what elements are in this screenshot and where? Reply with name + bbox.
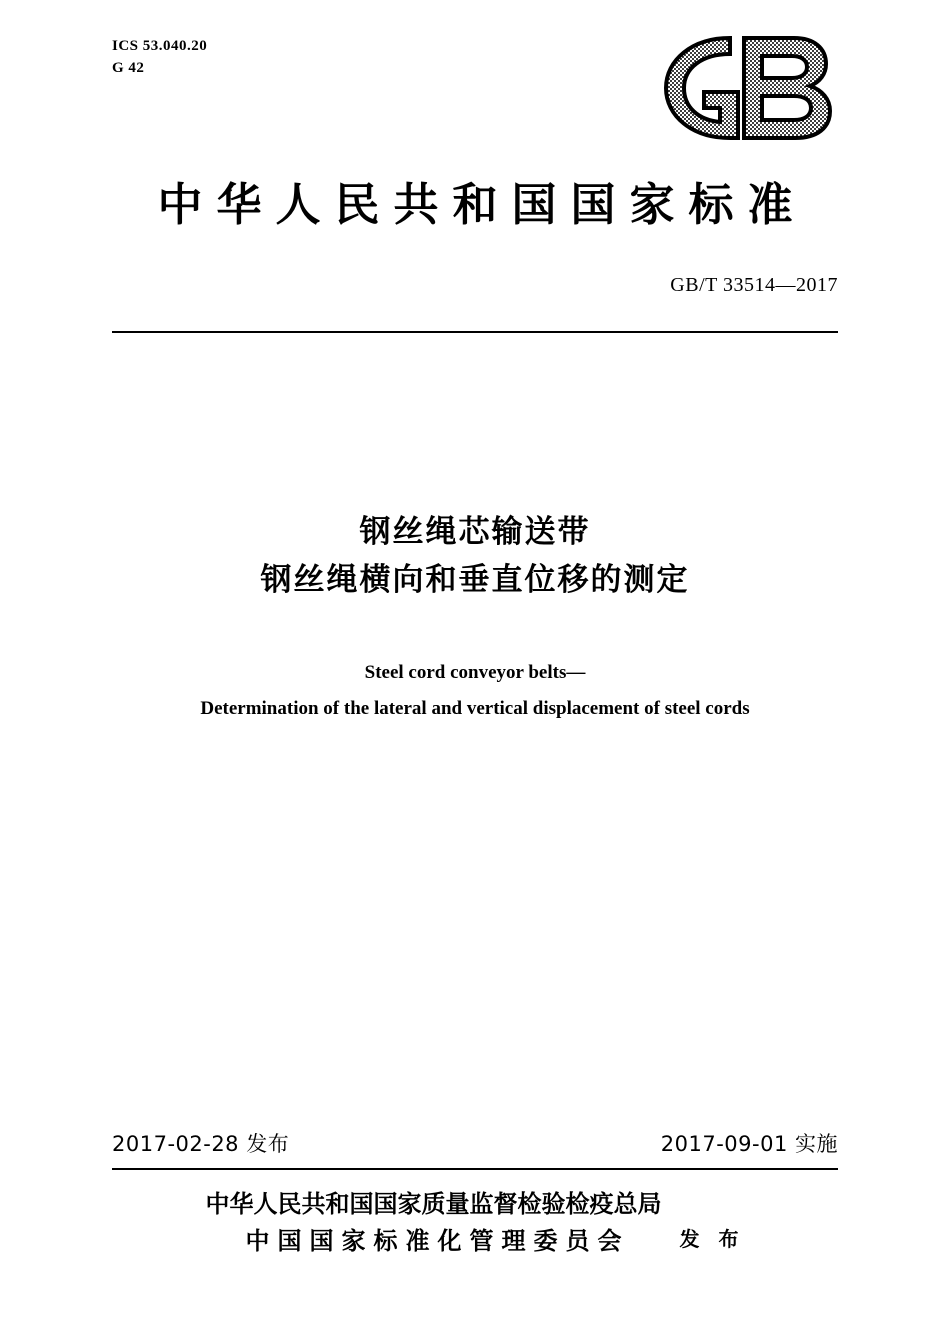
- footer-divider: [112, 1168, 838, 1170]
- publisher-line-1: 中华人民共和国国家质量监督检验检疫总局: [205, 1190, 662, 1218]
- gb-logo-icon: [652, 30, 842, 145]
- title-english-line-1: Steel cord conveyor belts—: [364, 662, 586, 683]
- national-standard-title: 中华人民共和国国家标准: [157, 178, 807, 231]
- ics-code: ICS 53.040.20: [112, 38, 208, 54]
- title-chinese-line-2: 钢丝绳横向和垂直位移的测定: [260, 562, 690, 599]
- publisher-issue-label: 发 布: [679, 1226, 745, 1251]
- classification-code: G 42: [112, 59, 145, 76]
- publisher-block: [0, 1186, 950, 1260]
- title-chinese-line-1: 钢丝绳芯输送带: [359, 514, 591, 550]
- ics-code-block: [112, 36, 207, 80]
- issue-date: 2017-02-28 发布: [112, 1132, 290, 1156]
- publisher-line-2: 中国国家标准化管理委员会: [245, 1227, 630, 1256]
- implementation-date: 2017-09-01 实施: [660, 1132, 838, 1156]
- document-title-chinese: [0, 508, 950, 604]
- publisher-names: [206, 1186, 662, 1260]
- standard-number: GB/T 33514—2017: [670, 274, 838, 296]
- header-divider: [112, 331, 838, 333]
- title-english-line-2: Determination of the lateral and vertical displacement of steel cords: [200, 698, 750, 720]
- document-title-english: [0, 655, 950, 727]
